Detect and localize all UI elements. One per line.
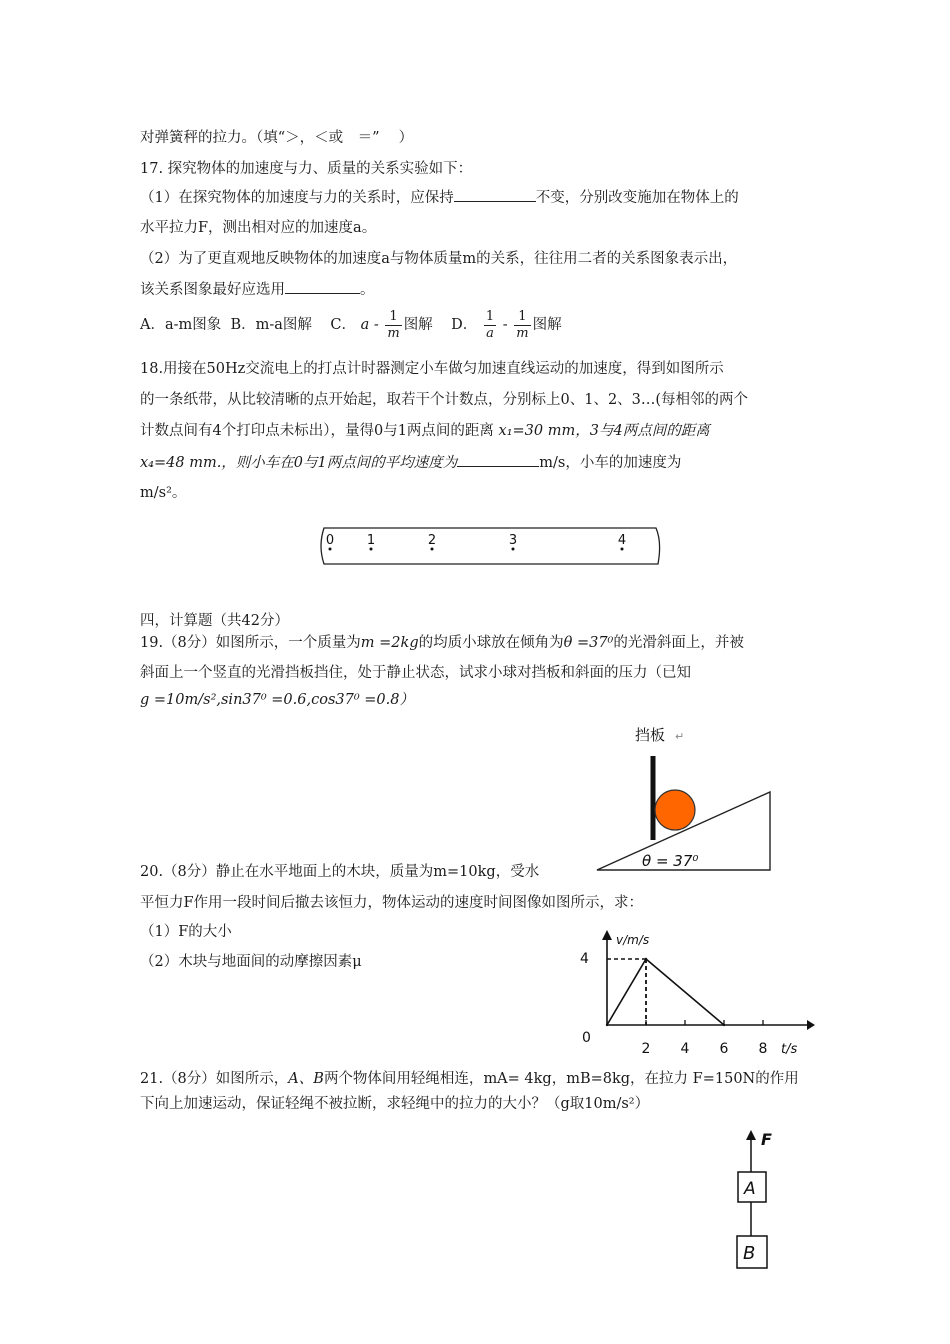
- option-d-minus: -: [502, 317, 508, 333]
- tape-label-2: 2: [427, 533, 437, 548]
- q20-line-1: 20.（8分）静止在水平地面上的木块，质量为m=10kg，受水: [140, 864, 540, 880]
- q18-line-2: 的一条纸带，从比较清晰的点开始起，取若干个计数点，分别标上0、1、2、3…(每相邻的两个: [140, 392, 749, 408]
- q19-line-2: 斜面上一个竖直的光滑挡板挡住，处于静止状态，试求小球对挡板和斜面的压力（已知: [140, 665, 691, 681]
- q17-part1: [140, 187, 739, 208]
- option-a: A．a-m图象: [140, 317, 222, 333]
- option-d-label: D．: [451, 317, 478, 333]
- option-d-fraction-1: [484, 309, 496, 342]
- q20-line-2: 平恒力F作用一段时间后撤去该恒力，物体运动的速度时间图像如图所示，求：: [140, 895, 644, 911]
- origin-label: 0: [582, 1030, 591, 1046]
- option-c-fraction: [385, 309, 401, 342]
- tape-dot: [370, 548, 373, 551]
- q18-line-4-b: m/s，小车的加速度为: [539, 455, 682, 471]
- answer-blank[interactable]: [285, 279, 360, 294]
- option-c-var: a -: [360, 317, 379, 333]
- q19-line-1-b: 的均质小球放在倾角为: [418, 635, 564, 651]
- q17-part2-cont: [140, 279, 375, 300]
- q18-line-1: 18.用接在50Hz交流电上的打点计时器测定小车做匀加速直线运动的加速度，得到如图所示: [140, 361, 724, 377]
- blocks-figure: [730, 1128, 790, 1273]
- tape-label-3: 3: [508, 533, 518, 548]
- incline-figure: [595, 720, 785, 872]
- tape-label-4: 4: [617, 533, 627, 548]
- velocity-point: [606, 1024, 608, 1026]
- x-tick-label: 8: [758, 1041, 768, 1057]
- fraction-numerator: 1: [385, 309, 401, 326]
- q21-line-1: [140, 1069, 799, 1089]
- q19-line-1: [140, 633, 744, 653]
- q17-title: 17. 探究物体的加速度与力、质量的关系实验如下：: [140, 161, 473, 177]
- section-4-title: 四，计算题（共42分）: [140, 613, 289, 629]
- q17-part1-cont: 水平拉力F，测出相对应的加速度a。: [140, 220, 377, 236]
- line-1: 对弹簧秤的拉力。（填“＞，＜或 ＝” ）: [140, 130, 414, 146]
- force-label: F: [761, 1130, 772, 1149]
- velocity-point: [645, 958, 647, 960]
- fraction-numerator: 1: [485, 308, 495, 324]
- q17-part1-text-b: 不变，分别改变施加在物体上的: [535, 190, 739, 206]
- y-axis-arrow: [602, 930, 612, 940]
- q18-line-3-b: x₁=30 mm，3与4两点间的距离: [498, 423, 710, 439]
- board-label: 挡板: [635, 726, 666, 744]
- tape-dot: [621, 548, 624, 551]
- option-b: B．m-a图解: [230, 317, 312, 333]
- q18-line-5: m/s²。: [140, 485, 187, 501]
- q21-masses: mA= 4kg，mB=8kg，在拉力 F=150N的作用: [483, 1071, 799, 1087]
- paper-tape-figure: [310, 522, 670, 572]
- q20-part-2: （2）木块与地面间的动摩擦因素μ: [140, 954, 362, 970]
- option-c-suffix: 图解: [403, 317, 433, 333]
- q17-options: [140, 308, 562, 342]
- velocity-series-line: [607, 959, 724, 1025]
- q17-part2-text: 该关系图象最好应选用: [140, 282, 285, 298]
- option-d-suffix: 图解: [532, 317, 562, 333]
- y-tick-label: 4: [580, 951, 589, 967]
- x-axis-label: t/s: [781, 1042, 798, 1057]
- x-tick-label: 2: [641, 1041, 651, 1057]
- tape-dot: [329, 548, 332, 551]
- q19-line-3: g =10m/s²,sin37⁰ =0.6,cos37⁰ =0.8）: [140, 692, 414, 708]
- q20-part-1: （1）F的大小: [140, 924, 232, 940]
- x-tick-label: 6: [719, 1041, 729, 1057]
- q21-line-2: 下向上加速运动，保证轻绳不被拉断，求轻绳中的拉力的大小？（g取10m/s²）: [140, 1096, 650, 1112]
- q21-line-1-b: 两个物体间用轻绳相连，: [323, 1071, 484, 1087]
- tape-dot: [512, 548, 515, 551]
- return-mark: ↵: [675, 730, 685, 743]
- q17-part2: （2）为了更直观地反映物体的加速度a与物体质量m的关系，往往用二者的关系图象表示出，: [140, 251, 738, 267]
- option-c-label: C．: [330, 317, 356, 333]
- block-b-label: B: [743, 1243, 756, 1264]
- fraction-numerator: 1: [514, 309, 530, 326]
- ball: [655, 790, 695, 830]
- q19-mass: m =2kg: [360, 635, 419, 651]
- answer-blank[interactable]: [454, 187, 536, 202]
- q18-line-4: [140, 452, 681, 473]
- q17-part1-text-a: （1）在探究物体的加速度与力的关系时，应保持: [140, 190, 454, 206]
- q19-angle: θ =37⁰: [563, 635, 614, 651]
- fraction-denominator: m: [516, 325, 529, 341]
- option-d-fraction-2: [514, 309, 530, 342]
- tape-label-1: 1: [366, 533, 376, 548]
- q17-part2-end: 。: [360, 282, 375, 298]
- q19-line-1-c: 的光滑斜面上，并被: [613, 635, 744, 651]
- vt-graph: [570, 928, 815, 1058]
- q21-line-1-a: 21.（8分）如图所示，: [140, 1071, 289, 1087]
- angle-label: θ = 37⁰: [642, 852, 699, 870]
- answer-blank[interactable]: [457, 452, 539, 467]
- q21-objects: A、B: [288, 1071, 324, 1087]
- q19-line-1-a: 19.（8分）如图所示，一个质量为: [140, 635, 361, 651]
- x-axis-arrow: [807, 1020, 815, 1030]
- fraction-denominator: a: [486, 325, 494, 341]
- x-tick-label: 4: [680, 1041, 690, 1057]
- fraction-denominator: m: [387, 325, 400, 341]
- tape-label-0: 0: [325, 533, 335, 548]
- q18-line-3: [140, 421, 710, 441]
- force-arrow: [746, 1130, 756, 1140]
- block-a-label: A: [744, 1179, 756, 1199]
- q18-line-3-a: 计数点间有4个打印点未标出），量得0与1两点间的距离: [140, 423, 494, 439]
- y-axis-label: v/m/s: [616, 933, 650, 947]
- q18-line-4-a: x₄=48 mm.，则小车在0与1两点间的平均速度为: [140, 455, 458, 471]
- velocity-point: [723, 1024, 725, 1026]
- tape-dot: [431, 548, 434, 551]
